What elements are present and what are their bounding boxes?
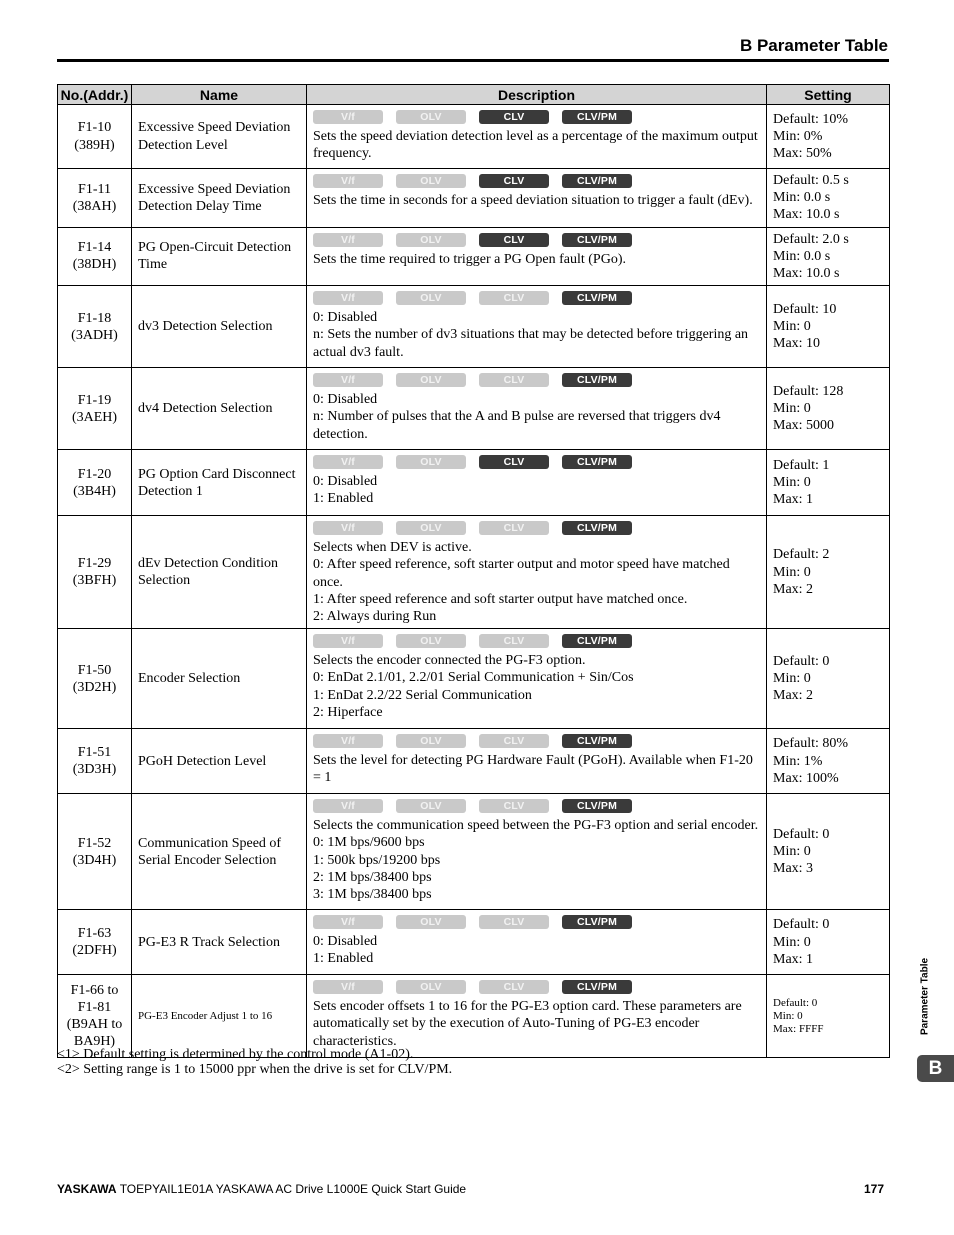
control-mode-badges <box>313 521 762 535</box>
control-mode-badges <box>313 634 762 648</box>
footnote: <2> Setting range is 1 to 15000 ppr when the drive is set for CLV/PM. <box>57 1062 453 1077</box>
parameter-setting: Default: 2 Min: 0 Max: 2 <box>767 516 890 629</box>
control-mode-badge: OLV <box>396 915 466 929</box>
parameter-name: PG Open-Circuit Detection Time <box>132 227 307 286</box>
column-header-number: No.(Addr.) <box>58 85 132 105</box>
description-text: Sets the time in seconds for a speed deviation situation to trigger a fault (dEv). <box>313 193 753 208</box>
control-mode-badge: CLV <box>479 915 549 929</box>
table-row <box>58 169 890 228</box>
control-mode-badge: CLV/PM <box>562 799 632 813</box>
control-mode-badge: CLV <box>479 734 549 748</box>
control-mode-badge: OLV <box>396 110 466 124</box>
parameter-setting: Default: 2.0 s Min: 0.0 s Max: 10.0 s <box>767 227 890 286</box>
description-text: Sets the time required to trigger a PG Open fault (PGo). <box>313 251 626 267</box>
description-text: 0: Disabled 1: Enabled <box>313 474 378 507</box>
parameter-name: Communication Speed of Serial Encoder Selection <box>132 794 307 910</box>
control-mode-badge: V/f <box>313 915 383 929</box>
parameter-setting: Default: 0 Min: 0 Max: FFFF <box>767 975 890 1058</box>
parameter-name: PG-E3 R Track Selection <box>132 910 307 975</box>
parameter-setting: Default: 0 Min: 0 Max: 3 <box>767 794 890 910</box>
table-row <box>58 516 890 629</box>
parameter-number: F1-29 (3BFH) <box>58 516 132 629</box>
table-body <box>58 105 890 1058</box>
control-mode-badge: V/f <box>313 634 383 648</box>
parameter-description <box>307 794 767 910</box>
page-header-title: B Parameter Table <box>739 36 888 55</box>
parameter-number: F1-19 (3AEH) <box>58 368 132 450</box>
control-mode-badge: OLV <box>396 174 466 188</box>
control-mode-badge: CLV/PM <box>562 174 632 188</box>
control-mode-badge: OLV <box>396 521 466 535</box>
control-mode-badge: V/f <box>313 110 383 124</box>
control-mode-badges <box>313 799 762 813</box>
control-mode-badge: CLV/PM <box>562 110 632 124</box>
parameter-setting: Default: 80% Min: 1% Max: 100% <box>767 729 890 794</box>
control-mode-badge: V/f <box>313 521 383 535</box>
table-row <box>58 105 890 169</box>
description-text: Sets encoder offsets 1 to 16 for the PG-E3 option card. These parameters are automatically set by the execution of Auto-Tuning of PG-E3 encoder characteristics. <box>313 999 742 1049</box>
control-mode-badges <box>313 980 762 994</box>
control-mode-badge: V/f <box>313 455 383 469</box>
parameter-number: F1-51 (3D3H) <box>58 729 132 794</box>
control-mode-badge: OLV <box>396 373 466 387</box>
description-text: 0: Disabled 1: Enabled <box>313 934 378 967</box>
table-row <box>58 910 890 975</box>
control-mode-badge: CLV <box>479 373 549 387</box>
control-mode-badges <box>313 455 762 469</box>
description-text: Selects the communication speed between the PG-F3 option and serial encoder. 0: 1M bps/9600 bps 1: 500k bps/19200 bps 2: 1M bps/38400 bps 3: 1M bps/38400 bps <box>313 818 759 903</box>
parameter-name: PG Option Card Disconnect Detection 1 <box>132 450 307 516</box>
parameter-setting: Default: 10% Min: 0% Max: 50% <box>767 105 890 169</box>
parameter-description <box>307 450 767 516</box>
parameter-number: F1-50 (3D2H) <box>58 629 132 729</box>
column-header-description: Description <box>307 85 767 105</box>
table-row <box>58 227 890 286</box>
parameter-description <box>307 910 767 975</box>
parameter-description <box>307 975 767 1058</box>
footer-brand: YASKAWA <box>57 1182 117 1196</box>
parameter-name: PG-E3 Encoder Adjust 1 to 16 <box>132 975 307 1058</box>
control-mode-badge: CLV/PM <box>562 915 632 929</box>
control-mode-badge: CLV <box>479 521 549 535</box>
parameter-name: dEv Detection Condition Selection <box>132 516 307 629</box>
parameter-name: Encoder Selection <box>132 629 307 729</box>
footnote: <1> Default setting is determined by the control mode (A1-02). <box>57 1047 414 1062</box>
control-mode-badge: CLV <box>479 455 549 469</box>
control-mode-badge: CLV/PM <box>562 521 632 535</box>
table-row <box>58 975 890 1058</box>
footnotes <box>57 1047 452 1077</box>
parameter-setting: Default: 10 Min: 0 Max: 10 <box>767 286 890 368</box>
control-mode-badge: V/f <box>313 799 383 813</box>
control-mode-badges <box>313 110 762 124</box>
description-text: Sets the speed deviation detection level as a percentage of the maximum output frequency. <box>313 129 758 162</box>
control-mode-badge: OLV <box>396 455 466 469</box>
control-mode-badge: CLV <box>479 174 549 188</box>
control-mode-badge: OLV <box>396 734 466 748</box>
column-header-setting: Setting <box>767 85 890 105</box>
control-mode-badge: OLV <box>396 980 466 994</box>
table-row <box>58 629 890 729</box>
table-header-row <box>58 85 890 105</box>
parameter-number: F1-11 (38AH) <box>58 169 132 228</box>
description-text: Selects the encoder connected the PG-F3 option. 0: EnDat 2.1/01, 2.2/01 Serial Communication + Sin/Cos 1: EnDat 2.2/22 Serial Communication 2: Hiperface <box>313 653 634 720</box>
parameter-name: Excessive Speed Deviation Detection Level <box>132 105 307 169</box>
table-row <box>58 368 890 450</box>
control-mode-badges <box>313 915 762 929</box>
control-mode-badge: OLV <box>396 233 466 247</box>
control-mode-badges <box>313 291 762 305</box>
parameter-table <box>57 84 890 1058</box>
control-mode-badge: V/f <box>313 980 383 994</box>
control-mode-badge: OLV <box>396 799 466 813</box>
control-mode-badge: CLV/PM <box>562 634 632 648</box>
control-mode-badge: V/f <box>313 734 383 748</box>
parameter-setting: Default: 128 Min: 0 Max: 5000 <box>767 368 890 450</box>
page-footer <box>57 1182 466 1196</box>
side-tab-label: Parameter Table <box>919 957 931 1036</box>
footer-text: TOEPYAIL1E01A YASKAWA AC Drive L1000E Quick Start Guide <box>116 1182 467 1196</box>
control-mode-badges <box>313 373 762 387</box>
control-mode-badge: V/f <box>313 291 383 305</box>
description-text: 0: Disabled n: Number of pulses that the A and B pulse are reversed that triggers dv4 detection. <box>313 392 721 442</box>
control-mode-badge: CLV/PM <box>562 980 632 994</box>
control-mode-badge: CLV <box>479 980 549 994</box>
parameter-description <box>307 729 767 794</box>
control-mode-badge: CLV <box>479 634 549 648</box>
column-header-name: Name <box>132 85 307 105</box>
control-mode-badge: CLV <box>479 110 549 124</box>
control-mode-badge: OLV <box>396 291 466 305</box>
control-mode-badge: CLV/PM <box>562 734 632 748</box>
parameter-number: F1-14 (38DH) <box>58 227 132 286</box>
table-row <box>58 729 890 794</box>
parameter-number: F1-52 (3D4H) <box>58 794 132 910</box>
parameter-setting: Default: 0 Min: 0 Max: 2 <box>767 629 890 729</box>
parameter-setting: Default: 1 Min: 0 Max: 1 <box>767 450 890 516</box>
control-mode-badge: V/f <box>313 233 383 247</box>
control-mode-badge: CLV <box>479 291 549 305</box>
parameter-name: dv3 Detection Selection <box>132 286 307 368</box>
parameter-name: dv4 Detection Selection <box>132 368 307 450</box>
description-text: Sets the level for detecting PG Hardware Fault (PGoH). Available when F1-20 = 1 <box>313 753 753 786</box>
parameter-setting: Default: 0.5 s Min: 0.0 s Max: 10.0 s <box>767 169 890 228</box>
control-mode-badge: CLV/PM <box>562 373 632 387</box>
control-mode-badge: OLV <box>396 634 466 648</box>
control-mode-badge: CLV <box>479 233 549 247</box>
parameter-number: F1-66 to F1-81 (B9AH to BA9H) <box>58 975 132 1058</box>
parameter-name: PGoH Detection Level <box>132 729 307 794</box>
parameter-description <box>307 105 767 169</box>
control-mode-badges <box>313 233 762 247</box>
parameter-description <box>307 227 767 286</box>
section-letter-tab: B <box>917 1055 954 1082</box>
table-row <box>58 794 890 910</box>
parameter-description <box>307 629 767 729</box>
parameter-description <box>307 286 767 368</box>
side-section-tab <box>918 953 932 1045</box>
description-text: Selects when DEV is active. 0: After speed reference, soft starter output and motor speed have matched once. 1: After speed reference and soft starter output have matched once. 2: Always during Run <box>313 540 730 625</box>
parameter-description <box>307 169 767 228</box>
control-mode-badges <box>313 734 762 748</box>
parameter-number: F1-10 (389H) <box>58 105 132 169</box>
control-mode-badge: CLV/PM <box>562 291 632 305</box>
control-mode-badge: CLV/PM <box>562 455 632 469</box>
control-mode-badge: CLV <box>479 799 549 813</box>
parameter-number: F1-18 (3ADH) <box>58 286 132 368</box>
table-row <box>58 286 890 368</box>
control-mode-badge: CLV/PM <box>562 233 632 247</box>
parameter-number: F1-20 (3B4H) <box>58 450 132 516</box>
control-mode-badge: V/f <box>313 174 383 188</box>
table-row <box>58 450 890 516</box>
header-rule <box>57 59 889 62</box>
description-text: 0: Disabled n: Sets the number of dv3 situations that may be detected before triggering an actual dv3 fault. <box>313 310 749 360</box>
parameter-description <box>307 516 767 629</box>
parameter-name: Excessive Speed Deviation Detection Delay Time <box>132 169 307 228</box>
page-number: 177 <box>864 1182 885 1196</box>
control-mode-badge: V/f <box>313 373 383 387</box>
parameter-number: F1-63 (2DFH) <box>58 910 132 975</box>
control-mode-badges <box>313 174 762 188</box>
parameter-description <box>307 368 767 450</box>
parameter-setting: Default: 0 Min: 0 Max: 1 <box>767 910 890 975</box>
